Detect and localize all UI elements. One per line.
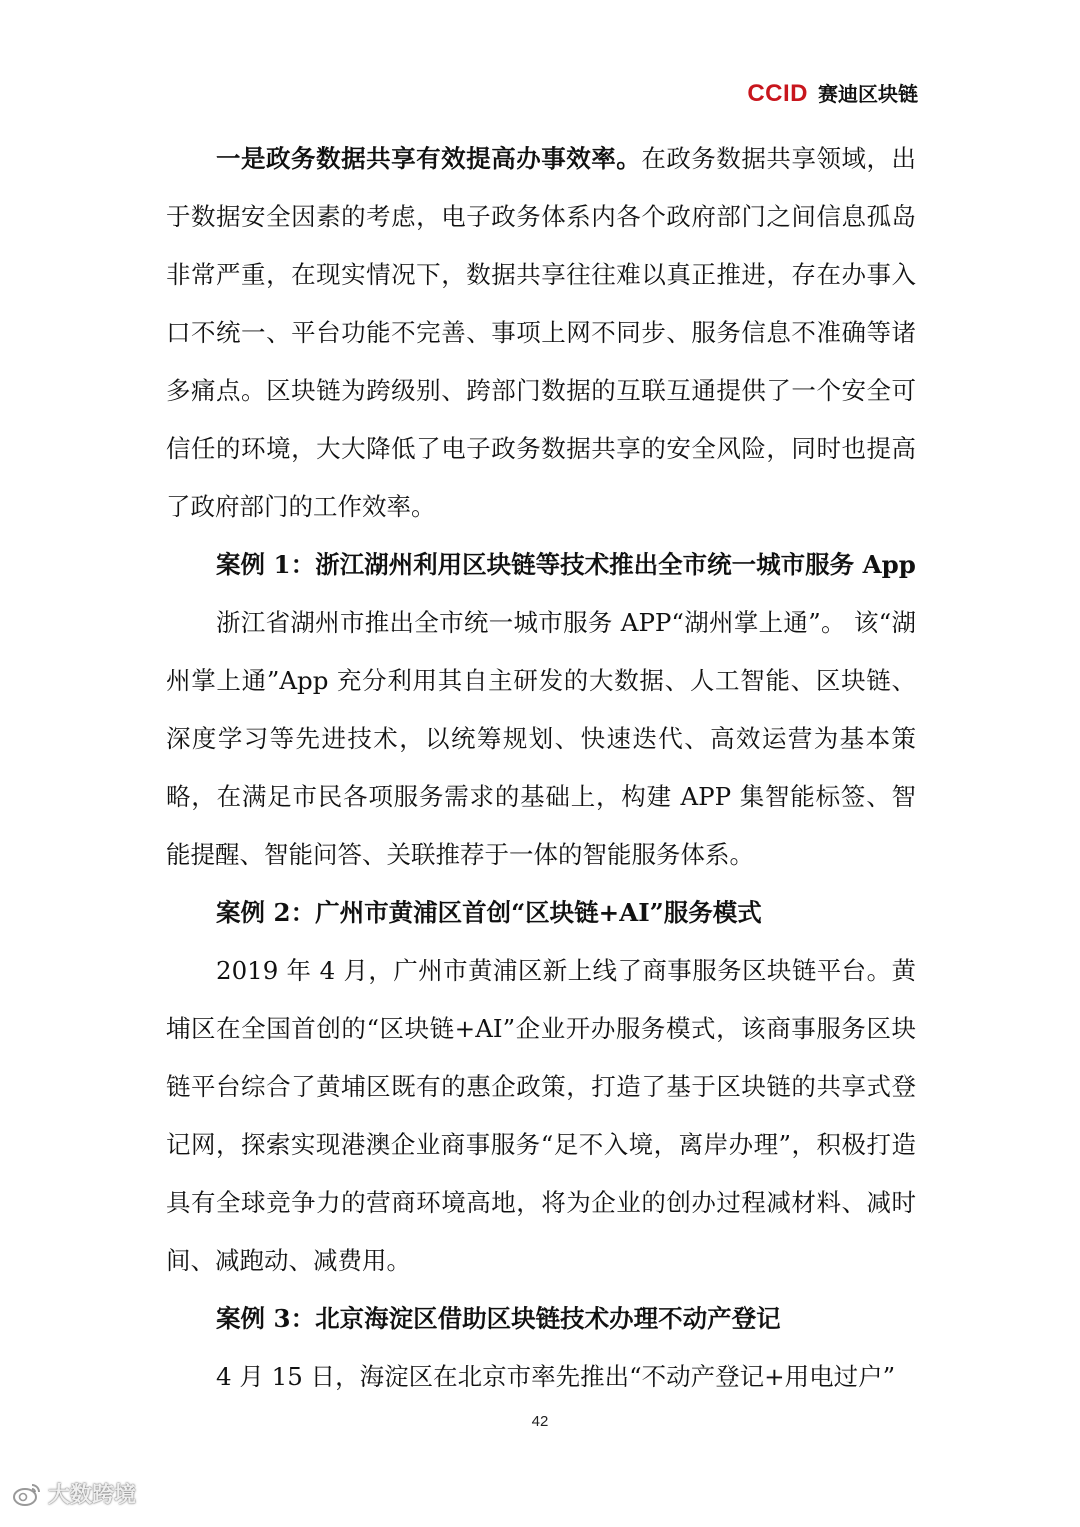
weibo-logo-icon [12, 1481, 42, 1507]
case-2-text: 2019 年 4 月，广州市黄浦区新上线了商事服务区块链平台。黄埔区在全国首创的“区块链+AI”企业开办服务模式，该商事服务区块链平台综合了黄埔区既有的惠企政策，打造了基于区块链的共享式登记网，探索实现港澳企业商事服务“足不入境，离岸办理”，积极打造具有全球竞争力的营商环境高地，将为企业的创办过程减材料、减时间、减跑动、减费用。 [166, 956, 916, 1275]
watermark [12, 1478, 136, 1509]
case-3-text: 4 月 15 日，海淀区在北京市率先推出“不动产登记+用电过户” [216, 1362, 896, 1391]
brand-ccid: CCID [747, 80, 808, 107]
case-3-heading: 案例 3：北京海淀区借助区块链技术办理不动产登记 [216, 1304, 781, 1333]
case-2-heading: 案例 2：广州市黄浦区首创“区块链+AI”服务模式 [216, 898, 762, 927]
case-1-text: 浙江省湖州市推出全市统一城市服务 APP“湖州掌上通”。 该“湖州掌上通”App 充分利用其自主研发的大数据、人工智能、区块链、深度学习等先进技术，以统筹规划、快速迭代、高效运营为基本策略，在满足市民各项服务需求的基础上，构建 APP 集智能标签、智能提醒、智能问答、关联推荐于一体的智能服务体系。 [166, 608, 916, 869]
watermark-text: 大数跨境 [48, 1483, 137, 1508]
page-number: 42 [531, 1413, 549, 1430]
document-body [166, 130, 916, 1406]
page-header [747, 78, 918, 108]
case-1-heading: 案例 1：浙江湖州利用区块链等技术推出全市统一城市服务 App [216, 550, 916, 579]
paragraph-lead: 一是政务数据共享有效提高办事效率。 [216, 144, 642, 173]
brand-name: 赛迪区块链 [818, 82, 918, 106]
paragraph-text: 在政务数据共享领域，出于数据安全因素的考虑，电子政务体系内各个政府部门之间信息孤岛非常严重，在现实情况下，数据共享往往难以真正推进，存在办事入口不统一、平台功能不完善、事项上网不同步、服务信息不准确等诸多痛点。区块链为跨级别、跨部门数据的互联互通提供了一个安全可信任的环境，大大降低了电子政务数据共享的安全风险，同时也提高了政府部门的工作效率。 [166, 144, 917, 521]
paragraph-intro [166, 130, 916, 536]
